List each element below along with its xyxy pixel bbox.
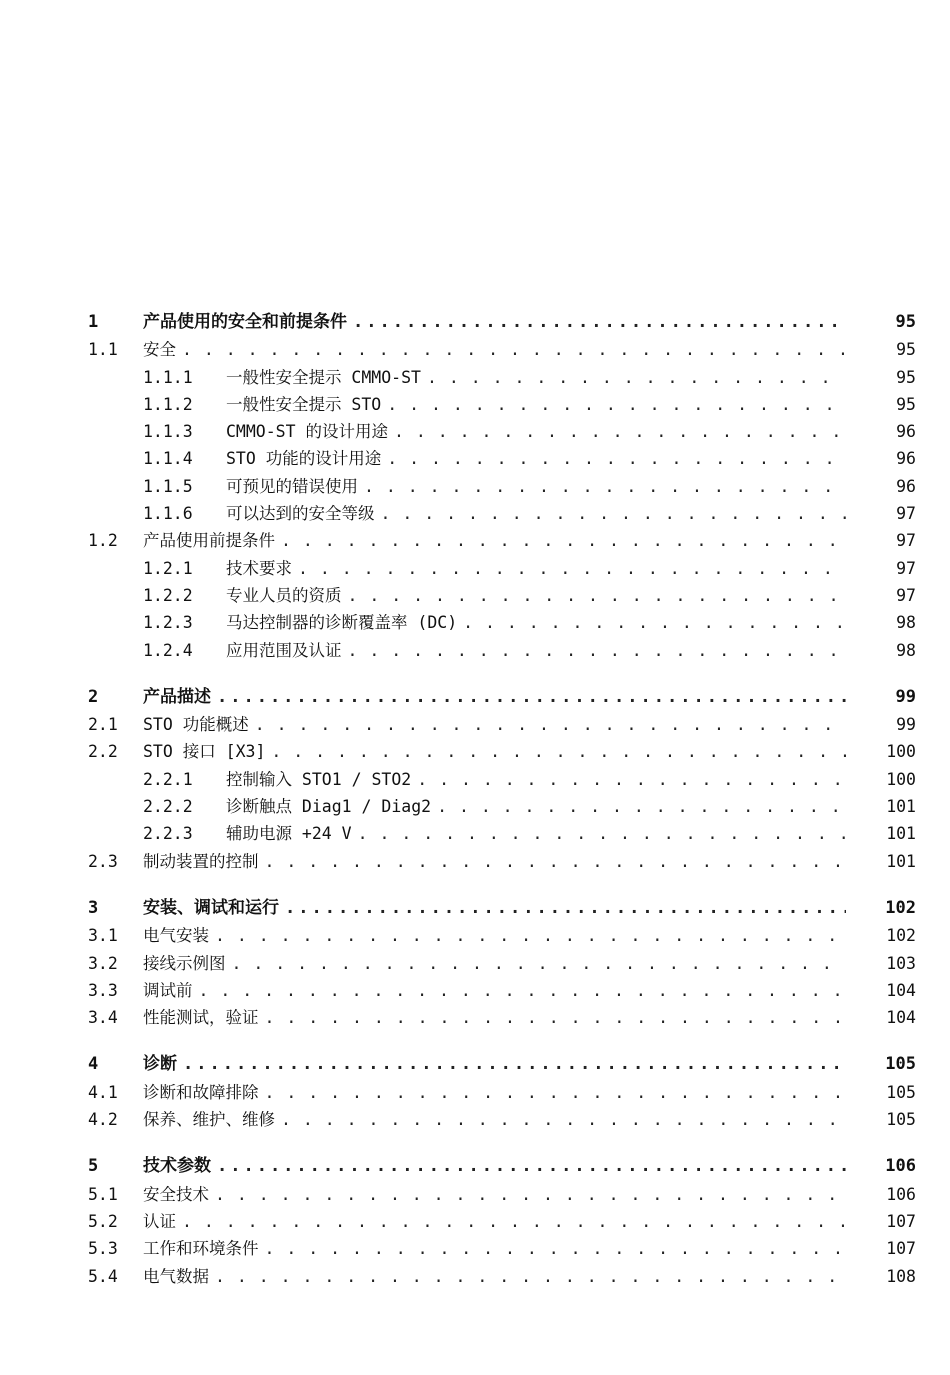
toc-page-number: 106: [886, 1184, 916, 1204]
toc-number: 1.2.2: [143, 585, 193, 605]
toc-number: 3.2: [88, 953, 118, 973]
toc-entry-row[interactable]: [88, 445, 916, 472]
toc-title: 产品描述: [143, 686, 211, 707]
toc-title: 诊断和故障排除: [143, 1082, 259, 1102]
toc-entry-row[interactable]: [88, 848, 916, 875]
toc-entry-row[interactable]: [88, 555, 916, 582]
toc-title: 控制输入 STO1 / STO2: [226, 769, 412, 789]
toc-number: 2.2.3: [143, 824, 193, 844]
toc-number: 1.2.4: [143, 640, 193, 660]
toc-title: 安全技术: [143, 1184, 209, 1204]
toc-leader-dots: [427, 364, 846, 391]
toc-leader-dots: [387, 445, 846, 472]
toc-leader-dots: [215, 1263, 846, 1290]
toc-page-number: 107: [886, 1211, 916, 1231]
toc-number: 1: [88, 312, 99, 332]
toc-number: 1.1.6: [143, 504, 193, 524]
toc-page-number: 95: [895, 312, 916, 332]
toc-entry-row[interactable]: [88, 766, 916, 793]
toc-leader-dots: [182, 336, 846, 363]
toc-entry-row[interactable]: [88, 609, 916, 636]
toc-entry-row[interactable]: [88, 473, 916, 500]
toc-entry-row[interactable]: [88, 738, 916, 765]
toc-leader-dots: [348, 582, 847, 609]
toc-entry-row[interactable]: [88, 391, 916, 418]
toc-number: 1.1.5: [143, 476, 193, 496]
toc-title: 辅助电源 +24 V: [226, 824, 352, 844]
toc-leader-dots: [281, 1106, 846, 1133]
toc-title: STO 功能概述: [143, 715, 249, 735]
toc-number: 3.1: [88, 926, 118, 946]
toc-number: 2.2.1: [143, 769, 193, 789]
table-of-contents: [88, 309, 916, 1310]
toc-chapter-row[interactable]: [88, 309, 916, 336]
toc-number: 3: [88, 897, 99, 918]
toc-number: 4.2: [88, 1110, 118, 1130]
toc-page-number: 102: [885, 897, 916, 918]
toc-title: STO 接口 [X3]: [143, 742, 266, 762]
toc-entry-row[interactable]: [88, 950, 916, 977]
toc-title: 技术参数: [143, 1156, 211, 1177]
toc-chapter-group: [88, 684, 916, 875]
toc-title: 调试前: [143, 980, 193, 1000]
toc-title: STO 功能的设计用途: [226, 449, 382, 469]
toc-leader-dots: [183, 1051, 846, 1078]
toc-number: 2.2: [88, 742, 118, 762]
toc-entry-row[interactable]: [88, 637, 916, 664]
toc-chapter-group: [88, 895, 916, 1031]
toc-entry-row[interactable]: [88, 820, 916, 847]
toc-entry-row[interactable]: [88, 364, 916, 391]
toc-leader-dots: [182, 1208, 846, 1235]
toc-title: 专业人员的资质: [226, 585, 342, 605]
toc-page-number: 99: [896, 715, 916, 735]
toc-page-number: 101: [886, 797, 916, 817]
toc-page-number: 95: [896, 340, 916, 360]
toc-chapter-row[interactable]: [88, 895, 916, 922]
toc-title: 诊断: [143, 1054, 177, 1075]
toc-number: 3.3: [88, 980, 118, 1000]
toc-leader-dots: [199, 977, 847, 1004]
toc-page-number: 96: [896, 449, 916, 469]
toc-page-number: 102: [886, 926, 916, 946]
toc-title: 技术要求: [226, 558, 292, 578]
toc-entry-row[interactable]: [88, 1208, 916, 1235]
toc-page-number: 104: [886, 1008, 916, 1028]
toc-leader-dots: [463, 609, 846, 636]
toc-title: 可以达到的安全等级: [226, 504, 375, 524]
toc-leader-dots: [232, 950, 847, 977]
toc-page-number: 106: [885, 1156, 916, 1177]
toc-leader-dots: [381, 500, 847, 527]
toc-page-number: 97: [896, 504, 916, 524]
toc-page-number: 97: [896, 585, 916, 605]
toc-title: 安装、调试和运行: [143, 897, 279, 918]
toc-leader-dots: [437, 793, 846, 820]
toc-title: 一般性安全提示 STO: [226, 394, 382, 414]
toc-page-number: 108: [886, 1266, 916, 1286]
toc-entry-row[interactable]: [88, 793, 916, 820]
toc-title: 保养、维护、维修: [143, 1110, 275, 1130]
toc-entry-row[interactable]: [88, 711, 916, 738]
toc-entry-row[interactable]: [88, 922, 916, 949]
toc-leader-dots: [394, 418, 846, 445]
toc-page-number: 107: [886, 1239, 916, 1259]
toc-page-number: 105: [885, 1054, 916, 1075]
toc-title: 可预见的错误使用: [226, 476, 358, 496]
toc-number: 1.1.4: [143, 449, 193, 469]
toc-page-number: 95: [896, 367, 916, 387]
toc-entry-row[interactable]: [88, 1263, 916, 1290]
toc-page-number: 98: [896, 640, 916, 660]
toc-page-number: 97: [896, 558, 916, 578]
toc-page-number: 95: [896, 394, 916, 414]
toc-leader-dots: [285, 895, 846, 922]
toc-page-number: 100: [886, 742, 916, 762]
toc-leader-dots: [271, 738, 846, 765]
toc-number: 1.1.3: [143, 422, 193, 442]
toc-page-number: 100: [886, 769, 916, 789]
toc-number: 1.2: [88, 531, 118, 551]
toc-title: 工作和环境条件: [143, 1239, 259, 1259]
toc-entry-row[interactable]: [88, 500, 916, 527]
toc-chapter-row[interactable]: [88, 1051, 916, 1078]
toc-title: 安全: [143, 340, 176, 360]
toc-title: 诊断触点 Diag1 / Diag2: [226, 797, 432, 817]
toc-page-number: 96: [896, 476, 916, 496]
toc-entry-row[interactable]: [88, 1079, 916, 1106]
toc-leader-dots: [417, 766, 846, 793]
toc-leader-dots: [265, 848, 847, 875]
toc-title: 应用范围及认证: [226, 640, 342, 660]
toc-number: 3.4: [88, 1008, 118, 1028]
toc-page-number: 99: [895, 686, 916, 707]
toc-number: 4.1: [88, 1082, 118, 1102]
toc-entry-row[interactable]: [88, 977, 916, 1004]
toc-number: 5.4: [88, 1266, 118, 1286]
toc-title: 性能测试，验证: [143, 1008, 259, 1028]
toc-chapter-row[interactable]: [88, 1153, 916, 1180]
toc-title: 产品使用前提条件: [143, 531, 275, 551]
toc-number: 2.2.2: [143, 797, 193, 817]
toc-leader-dots: [217, 1153, 846, 1180]
toc-number: 5: [88, 1156, 99, 1177]
toc-leader-dots: [298, 555, 846, 582]
toc-title: 一般性安全提示 CMMO-ST: [226, 367, 421, 387]
toc-chapter-group: [88, 1153, 916, 1289]
toc-entry-row[interactable]: [88, 1181, 916, 1208]
toc-leader-dots: [348, 637, 847, 664]
toc-entry-row[interactable]: [88, 418, 916, 445]
toc-leader-dots: [358, 820, 846, 847]
toc-entry-row[interactable]: [88, 1004, 916, 1031]
toc-title: 电气安装: [143, 926, 209, 946]
toc-leader-dots: [387, 391, 846, 418]
toc-page-number: 98: [896, 613, 916, 633]
toc-page-number: 105: [886, 1082, 916, 1102]
toc-chapter-group: [88, 1051, 916, 1133]
toc-number: 2.1: [88, 715, 118, 735]
toc-leader-dots: [255, 711, 846, 738]
toc-page-number: 96: [896, 422, 916, 442]
toc-title: CMMO-ST 的设计用途: [226, 422, 388, 442]
toc-page-number: 97: [896, 531, 916, 551]
toc-number: 5.3: [88, 1239, 118, 1259]
toc-leader-dots: [265, 1004, 847, 1031]
toc-leader-dots: [281, 527, 846, 554]
toc-title: 认证: [143, 1211, 176, 1231]
toc-page-number: 104: [886, 980, 916, 1000]
toc-number: 1.1: [88, 340, 118, 360]
toc-leader-dots: [265, 1235, 847, 1262]
toc-entry-row[interactable]: [88, 336, 916, 363]
toc-leader-dots: [215, 1181, 846, 1208]
toc-entry-row[interactable]: [88, 1106, 916, 1133]
toc-page-number: 105: [886, 1110, 916, 1130]
toc-number: 1.2.3: [143, 613, 193, 633]
toc-page-number: 103: [886, 953, 916, 973]
toc-number: 1.1.1: [143, 367, 193, 387]
toc-title: 接线示例图: [143, 953, 226, 973]
toc-entry-row[interactable]: [88, 1235, 916, 1262]
toc-number: 1.1.2: [143, 394, 193, 414]
toc-number: 5.1: [88, 1184, 118, 1204]
toc-title: 马达控制器的诊断覆盖率 (DC): [226, 613, 458, 633]
toc-page-number: 101: [886, 851, 916, 871]
toc-title: 产品使用的安全和前提条件: [143, 312, 347, 332]
toc-number: 2: [88, 686, 99, 707]
toc-number: 2.3: [88, 851, 118, 871]
toc-entry-row[interactable]: [88, 582, 916, 609]
toc-number: 1.2.1: [143, 558, 193, 578]
toc-chapter-group: [88, 309, 916, 664]
toc-leader-dots: [353, 309, 846, 336]
toc-entry-row[interactable]: [88, 527, 916, 554]
toc-number: 5.2: [88, 1211, 118, 1231]
toc-number: 4: [88, 1054, 99, 1075]
toc-leader-dots: [215, 922, 846, 949]
toc-page-number: 101: [886, 824, 916, 844]
toc-chapter-row[interactable]: [88, 684, 916, 711]
toc-leader-dots: [217, 684, 846, 711]
toc-leader-dots: [265, 1079, 847, 1106]
toc-title: 电气数据: [143, 1266, 209, 1286]
toc-leader-dots: [364, 473, 846, 500]
toc-title: 制动装置的控制: [143, 851, 259, 871]
